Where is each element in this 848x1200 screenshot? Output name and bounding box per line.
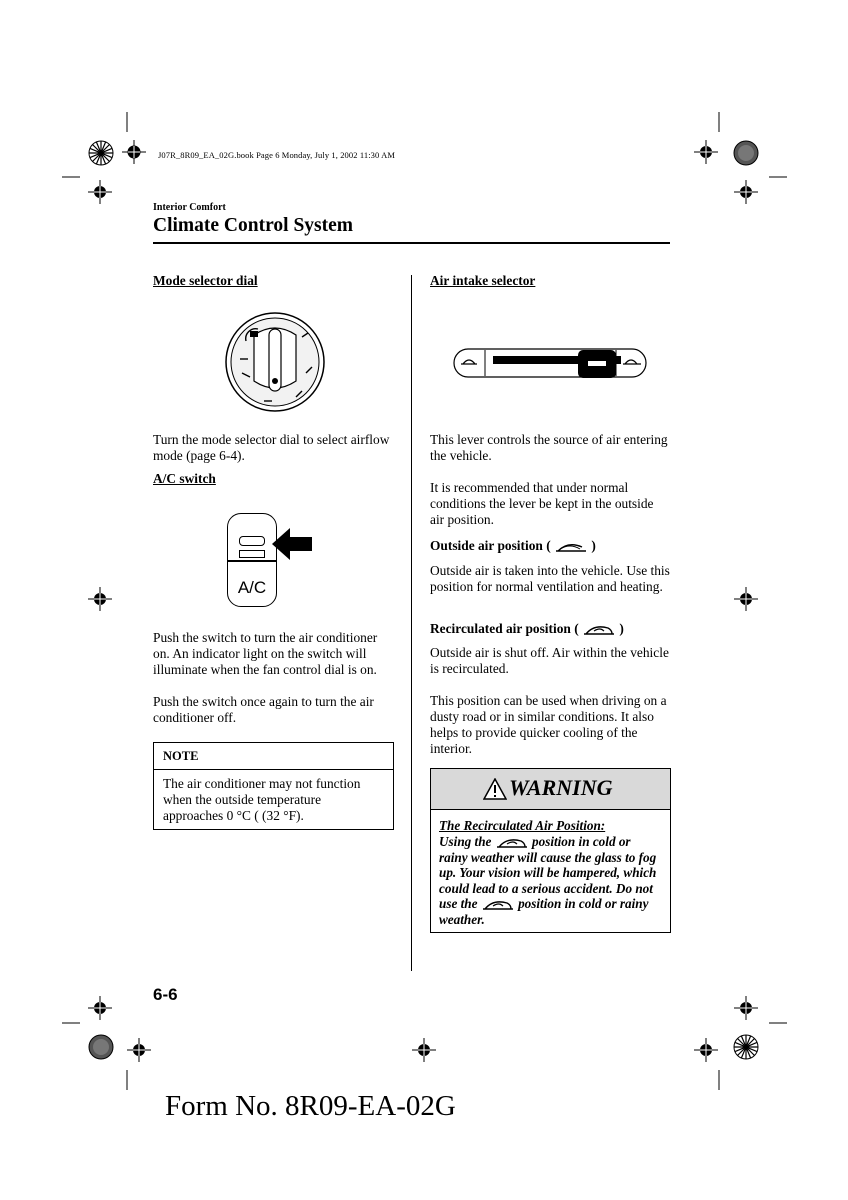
starburst-icon [88,1034,114,1060]
registration-target-icon [88,996,112,1020]
registration-target-icon [412,1038,436,1062]
warning-body [431,810,670,928]
outside-air-icon [554,540,588,554]
outside-air-label-pre: Outside air position ( [430,538,551,553]
air-intake-heading: Air intake selector [430,273,536,288]
recirculated-air-icon [495,836,529,850]
file-info: J07R_8R09_EA_02G.book Page 6 Monday, July 1, 2002 11:30 AM [158,150,396,160]
recirc-air-label [430,621,624,637]
starburst-icon [733,140,759,166]
note-text: The air conditioner may not function when the outside temperature approaches 0 °C ( (32 °F). [163,776,361,823]
outside-air-label-post: ) [591,538,596,553]
warning-text [439,834,662,928]
outside-air-label [430,538,596,554]
registration-target-icon [734,587,758,611]
starburst-icon [88,140,114,166]
warning-title: WARNING [509,775,613,800]
warning-box [430,768,671,933]
air-intake-text-1: This lever controls the source of air entering the vehicle. [430,432,668,463]
registration-target-icon [122,140,146,164]
section-label: Interior Comfort [153,202,226,213]
ac-indicator-lens [239,550,265,558]
warning-text-2: position in cold or rainy weather will cause the glass to fog up. Your vision will be hampered, which could lead to a serious accident. Do not use the [439,833,657,912]
recirculated-air-icon [582,623,616,637]
ac-indicator-light [239,536,265,546]
recirc-air-label-post: ) [619,621,624,636]
warning-subtitle: The Recirculated Air Position: [439,818,606,833]
air-intake-text-2: It is recommended that under normal conditions the lever be kept in the outside air position. [430,480,654,527]
note-box [153,742,394,830]
mode-dial-icon [224,311,326,413]
starburst-icon [733,1034,759,1060]
registration-target-icon [694,1038,718,1062]
form-number: Form No. 8R09-EA-02G [165,1090,456,1122]
outside-air-text: Outside air is taken into the vehicle. Use this position for normal ventilation and heating. [430,563,670,594]
ac-switch-divider [228,560,276,562]
recirc-air-label-pre: Recirculated air position ( [430,621,579,636]
registration-target-icon [734,996,758,1020]
ac-switch-text-2: Push the switch once again to turn the air conditioner off. [153,694,374,725]
warning-header [431,769,670,810]
page-number: 6-6 [153,985,178,1004]
warning-text-3: position in cold or rainy weather. [439,896,649,928]
title-rule [153,242,670,244]
recirc-air-text-2: This position can be used when driving on a dusty road or in similar conditions. It also helps to provide quicker cooling of the interior. [430,693,667,756]
mode-selector-heading: Mode selector dial [153,273,258,288]
note-title: NOTE [154,743,393,770]
recirc-air-text: Outside air is shut off. Air within the vehicle is recirculated. [430,645,669,676]
mode-selector-text: Turn the mode selector dial to select airflow mode (page 6-4). [153,432,390,463]
warning-text-1: Using the [439,833,492,849]
registration-target-icon [694,140,718,164]
arrow-left-icon [270,526,314,562]
registration-target-icon [88,180,112,204]
column-divider [411,275,412,971]
ac-switch-heading: A/C switch [153,471,216,486]
ac-button-label: A/C [237,578,267,597]
recirculated-air-icon [481,898,515,912]
air-intake-lever-icon [453,346,647,380]
registration-target-icon [734,180,758,204]
ac-switch-text-1: Push the switch to turn the air conditioner on. An indicator light on the switch will illuminate when the fan control dial is on. [153,630,378,677]
warning-triangle-icon [483,778,507,800]
registration-target-icon [88,587,112,611]
page-title: Climate Control System [153,215,354,236]
registration-target-icon [127,1038,151,1062]
